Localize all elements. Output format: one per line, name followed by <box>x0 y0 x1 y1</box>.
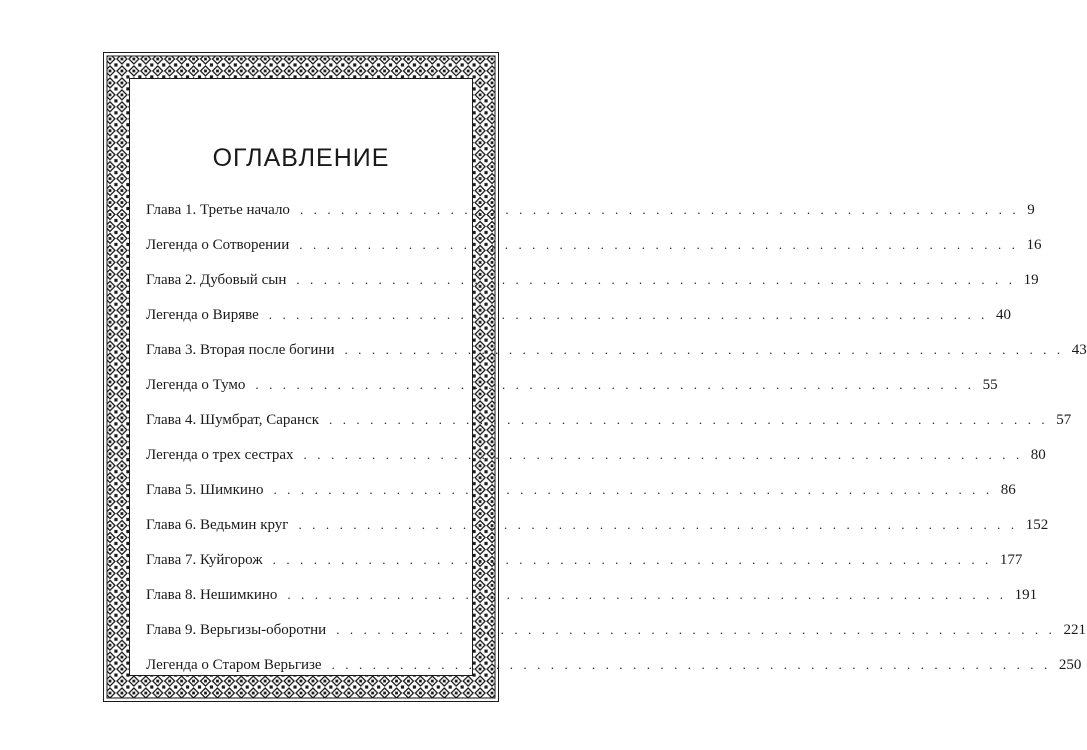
toc-entry-label: Глава 4. Шумбрат, Саранск <box>146 412 320 428</box>
toc-entry[interactable] <box>146 235 1042 270</box>
toc-entry[interactable] <box>146 655 1082 690</box>
toc-entry[interactable] <box>146 305 1011 340</box>
toc-entry[interactable] <box>146 585 1038 620</box>
toc-leader-dots: . . . . . . . . . . . . . . . . . . . . . . . . . . . . . . . . . . . . . . . . . . . . . . . . . . . . . <box>268 307 988 322</box>
toc-entry-label: Глава 7. Куйгорож <box>146 552 263 568</box>
toc-leader-dots: . . . . . . . . . . . . . . . . . . . . . . . . . . . . . . . . . . . . . . . . . . . . . . . . . . . . . <box>299 202 1020 217</box>
toc-entry-page: 40 <box>996 307 1011 323</box>
toc-entry[interactable] <box>146 375 998 410</box>
toc-entry[interactable] <box>146 480 1016 515</box>
toc-entry-page: 9 <box>1027 202 1035 218</box>
toc-leader-dots: . . . . . . . . . . . . . . . . . . . . . . . . . . . . . . . . . . . . . . . . . . . . . . . . . . . . . <box>299 237 1019 252</box>
toc-list <box>146 200 1087 690</box>
toc-leader-dots: . . . . . . . . . . . . . . . . . . . . . . . . . . . . . . . . . . . . . . . . . . . . . . . . . . . . . <box>331 657 1051 672</box>
toc-leader-dots: . . . . . . . . . . . . . . . . . . . . . . . . . . . . . . . . . . . . . . . . . . . . . . . . . . . . . <box>329 412 1049 427</box>
toc-entry-page: 221 <box>1063 622 1086 638</box>
toc-entry-label: Глава 9. Верьгизы-оборотни <box>146 622 327 638</box>
toc-entry-page: 86 <box>1000 482 1016 498</box>
toc-panel <box>129 78 1087 676</box>
toc-leader-dots: . . . . . . . . . . . . . . . . . . . . . . . . . . . . . . . . . . . . . . . . . . . . . . . . . . . . . <box>255 377 975 392</box>
toc-leader-dots: . . . . . . . . . . . . . . . . . . . . . . . . . . . . . . . . . . . . . . . . . . . . . . . . . . . . . <box>303 447 1023 462</box>
toc-entry[interactable] <box>146 620 1086 655</box>
toc-entry[interactable] <box>146 515 1049 550</box>
toc-entry-page: 43 <box>1071 342 1087 358</box>
toc-entry-label: Глава 2. Дубовый сын <box>146 272 287 288</box>
toc-entry[interactable] <box>146 270 1039 305</box>
toc-entry-page: 19 <box>1023 272 1039 288</box>
toc-entry-label: Глава 1. Третье начало <box>146 202 290 218</box>
toc-entry[interactable] <box>146 410 1072 445</box>
toc-entry-label: Глава 3. Вторая после богини <box>146 342 335 358</box>
toc-entry-page: 177 <box>999 552 1023 568</box>
toc-entry-page: 152 <box>1025 517 1049 533</box>
toc-entry-page: 55 <box>982 377 998 393</box>
toc-entry-label: Глава 5. Шимкино <box>146 482 264 498</box>
toc-leader-dots: . . . . . . . . . . . . . . . . . . . . . . . . . . . . . . . . . . . . . . . . . . . . . . . . . . . . . <box>298 517 1018 532</box>
toc-leader-dots: . . . . . . . . . . . . . . . . . . . . . . . . . . . . . . . . . . . . . . . . . . . . . . . . . . . . . <box>272 552 992 567</box>
toc-entry[interactable] <box>146 550 1023 585</box>
toc-leader-dots: . . . . . . . . . . . . . . . . . . . . . . . . . . . . . . . . . . . . . . . . . . . . . . . . . . . . . <box>336 622 1056 637</box>
toc-leader-dots: . . . . . . . . . . . . . . . . . . . . . . . . . . . . . . . . . . . . . . . . . . . . . . . . . . . . . <box>344 342 1064 357</box>
toc-entry-page: 57 <box>1056 412 1072 428</box>
toc-entry-label: Легенда о Тумо <box>146 377 246 393</box>
toc-entry-page: 191 <box>1014 587 1038 603</box>
toc-entry-label: Глава 6. Ведьмин круг <box>146 517 289 533</box>
toc-entry-page: 250 <box>1058 657 1082 673</box>
toc-entry-label: Легенда о Старом Верьгизе <box>146 657 322 673</box>
toc-leader-dots: . . . . . . . . . . . . . . . . . . . . . . . . . . . . . . . . . . . . . . . . . . . . . . . . . . . . . <box>296 272 1016 287</box>
toc-leader-dots: . . . . . . . . . . . . . . . . . . . . . . . . . . . . . . . . . . . . . . . . . . . . . . . . . . . . . <box>273 482 993 497</box>
toc-entry-page: 80 <box>1030 447 1046 463</box>
toc-entry[interactable] <box>146 340 1087 375</box>
toc-leader-dots: . . . . . . . . . . . . . . . . . . . . . . . . . . . . . . . . . . . . . . . . . . . . . . . . . . . . . <box>287 587 1007 602</box>
toc-entry[interactable] <box>146 445 1046 480</box>
ornamental-border <box>103 52 1087 702</box>
page-title: ОГЛАВЛЕНИЕ <box>212 144 390 172</box>
toc-entry-page: 16 <box>1026 237 1042 253</box>
toc-entry-label: Глава 8. Нешимкино <box>146 587 278 603</box>
toc-entry[interactable] <box>146 200 1035 235</box>
toc-entry-label: Легенда о Сотворении <box>146 237 290 253</box>
toc-entry-label: Легенда о трех сестрах <box>146 447 294 463</box>
toc-entry-label: Легенда о Виряве <box>146 307 259 323</box>
